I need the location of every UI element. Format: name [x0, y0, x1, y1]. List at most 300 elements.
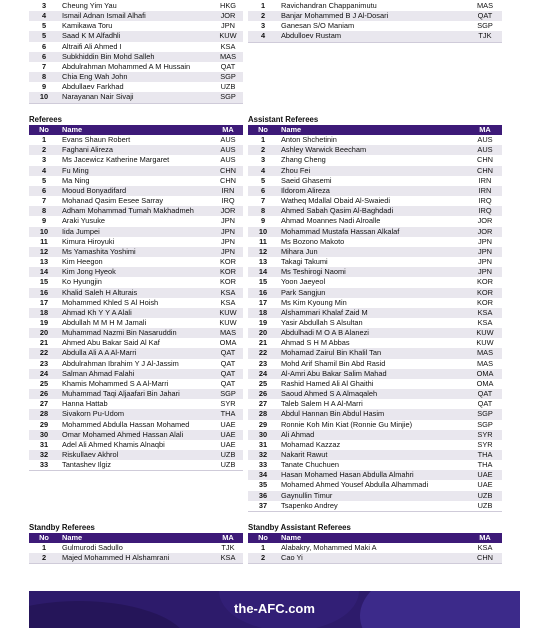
- row-number: 37: [248, 501, 278, 512]
- member-association: KSA: [213, 298, 243, 308]
- col-no: No: [29, 125, 59, 135]
- row-number: 25: [248, 379, 278, 389]
- official-name: Ahmad S H M Abbas: [278, 338, 468, 348]
- official-name: Ali Ahmad: [278, 430, 468, 440]
- table-row: [248, 409, 502, 419]
- row-number: 21: [29, 338, 59, 348]
- official-name: Muhammad Nazmi Bin Nasaruddin: [59, 328, 213, 338]
- table-row: [29, 72, 243, 82]
- row-number: 20: [248, 328, 278, 338]
- row-number: 33: [248, 460, 278, 470]
- afc-site-link[interactable]: the-AFC.com: [234, 601, 315, 616]
- table-row: [248, 155, 502, 165]
- member-association: SYR: [468, 430, 502, 440]
- table-row: [29, 318, 243, 328]
- table-row: [29, 543, 243, 553]
- official-name: Alabakry, Mohammed Maki A: [278, 543, 468, 553]
- row-number: 32: [29, 450, 59, 460]
- official-name: Sivakorn Pu-Udom: [59, 409, 213, 419]
- official-name: Zhou Fei: [278, 166, 468, 176]
- row-number: 4: [29, 11, 59, 21]
- table-row: [248, 21, 502, 31]
- row-number: 6: [29, 52, 59, 62]
- official-name: Kim Jong Hyeok: [59, 267, 213, 277]
- member-association: AUS: [213, 145, 243, 155]
- row-number: 22: [248, 348, 278, 358]
- row-number: 4: [248, 31, 278, 42]
- official-name: Kim Heegon: [59, 257, 213, 267]
- official-name: Ahmed Abu Bakar Said Al Kaf: [59, 338, 213, 348]
- official-name: Adel Ali Ahmed Khamis Alnaqbi: [59, 440, 213, 450]
- table-row: [248, 216, 502, 226]
- member-association: JPN: [213, 21, 243, 31]
- row-number: 1: [248, 1, 278, 11]
- row-number: 1: [248, 543, 278, 553]
- table-row: [248, 298, 502, 308]
- row-number: 15: [29, 277, 59, 287]
- official-name: Takagi Takumi: [278, 257, 468, 267]
- row-number: 1: [29, 543, 59, 553]
- official-name: Yoon Jaeyeol: [278, 277, 468, 287]
- top-right-table: [248, 1, 502, 43]
- row-number: 34: [248, 470, 278, 480]
- member-association: QAT: [468, 399, 502, 409]
- row-number: 30: [29, 430, 59, 440]
- row-number: 9: [29, 82, 59, 92]
- member-association: IRQ: [213, 196, 243, 206]
- table-row: [29, 379, 243, 389]
- col-ma: MA: [468, 533, 502, 543]
- official-name: Abdul Hannan Bin Abdul Hasim: [278, 409, 468, 419]
- row-number: 8: [248, 206, 278, 216]
- table-row: [248, 543, 502, 553]
- row-number: 3: [248, 21, 278, 31]
- member-association: UAE: [213, 440, 243, 450]
- assistant-referees-table: [248, 125, 502, 512]
- member-association: MAS: [468, 1, 502, 11]
- row-number: 2: [248, 553, 278, 564]
- row-number: 3: [248, 155, 278, 165]
- row-number: 8: [29, 72, 59, 82]
- row-number: 22: [29, 348, 59, 358]
- row-number: 23: [29, 359, 59, 369]
- referees-title: Referees: [29, 115, 62, 124]
- col-name: Name: [278, 125, 468, 135]
- table-row: [248, 491, 502, 501]
- footer-banner: [29, 591, 520, 628]
- table-row: [248, 399, 502, 409]
- table-row: [29, 277, 243, 287]
- row-number: 1: [248, 135, 278, 145]
- official-name: Adham Mohammad Tumah Makhadmeh: [59, 206, 213, 216]
- row-number: 2: [248, 145, 278, 155]
- member-association: JPN: [213, 216, 243, 226]
- col-no: No: [248, 125, 278, 135]
- table-row: [248, 501, 502, 512]
- row-number: 3: [29, 155, 59, 165]
- official-name: Tsapenko Andrey: [278, 501, 468, 512]
- official-name: Rashid Hamed Ali Al Ghaithi: [278, 379, 468, 389]
- member-association: UZB: [213, 450, 243, 460]
- member-association: JPN: [468, 267, 502, 277]
- official-name: Abdullaev Farkhad: [59, 82, 213, 92]
- row-number: 24: [248, 369, 278, 379]
- col-no: No: [248, 533, 278, 543]
- member-association: UZB: [468, 491, 502, 501]
- table-row: [248, 553, 502, 564]
- table-row: [29, 267, 243, 277]
- table-row: [29, 409, 243, 419]
- table-row: [248, 11, 502, 21]
- col-name: Name: [59, 125, 213, 135]
- official-name: Fu Ming: [59, 166, 213, 176]
- official-name: Kamikawa Toru: [59, 21, 213, 31]
- row-number: 9: [29, 216, 59, 226]
- member-association: QAT: [213, 348, 243, 358]
- table-row: [248, 389, 502, 399]
- table-row: [29, 62, 243, 72]
- row-number: 1: [29, 135, 59, 145]
- row-number: 11: [29, 237, 59, 247]
- table-row: [29, 298, 243, 308]
- table-row: [248, 318, 502, 328]
- member-association: SGP: [213, 92, 243, 103]
- official-name: Mohammed Abdulla Hassan Mohamed: [59, 420, 213, 430]
- member-association: CHN: [468, 553, 502, 564]
- member-association: KUW: [468, 328, 502, 338]
- member-association: UAE: [468, 470, 502, 480]
- table-row: [29, 186, 243, 196]
- official-name: Faghani Alireza: [59, 145, 213, 155]
- official-name: Ashley Warwick Beecham: [278, 145, 468, 155]
- table-row: [248, 206, 502, 216]
- official-name: Ronnie Koh Min Kiat (Ronnie Gu Minjie): [278, 420, 468, 430]
- table-row: [29, 92, 243, 103]
- official-name: Araki Yusuke: [59, 216, 213, 226]
- row-number: 36: [248, 491, 278, 501]
- member-association: KOR: [468, 288, 502, 298]
- official-name: Abdulrahman Ibrahim Y J Al-Jassim: [59, 359, 213, 369]
- official-name: Salman Ahmad Falahi: [59, 369, 213, 379]
- col-no: No: [29, 533, 59, 543]
- member-association: THA: [468, 460, 502, 470]
- row-number: 6: [29, 186, 59, 196]
- member-association: KSA: [213, 42, 243, 52]
- official-name: Mohamad Kazzaz: [278, 440, 468, 450]
- row-number: 16: [29, 288, 59, 298]
- member-association: AUS: [213, 155, 243, 165]
- member-association: SGP: [468, 420, 502, 430]
- official-name: Khamis Mohammed S A Al-Marri: [59, 379, 213, 389]
- member-association: JPN: [213, 237, 243, 247]
- table-row: [29, 206, 243, 216]
- member-association: QAT: [213, 379, 243, 389]
- official-name: Ravichandran Chappanimutu: [278, 1, 468, 11]
- row-number: 4: [248, 166, 278, 176]
- row-number: 29: [248, 420, 278, 430]
- official-name: Mohamed Ahmed Yousef Abdulla Alhammadi: [278, 480, 468, 490]
- official-name: Mohammed Khled S Al Hoish: [59, 298, 213, 308]
- referees-table: [29, 125, 243, 471]
- table-row: [248, 145, 502, 155]
- table-row: [29, 308, 243, 318]
- row-number: 24: [29, 369, 59, 379]
- official-name: Al-Amri Abu Bakar Salim Mahad: [278, 369, 468, 379]
- official-name: Omar Mohamed Ahmed Hassan Alali: [59, 430, 213, 440]
- member-association: MAS: [468, 348, 502, 358]
- member-association: JOR: [213, 11, 243, 21]
- row-number: 4: [29, 166, 59, 176]
- row-number: 9: [248, 216, 278, 226]
- table-row: [29, 440, 243, 450]
- table-row: [29, 348, 243, 358]
- member-association: IRN: [213, 186, 243, 196]
- official-name: Abdulloev Rustam: [278, 31, 468, 42]
- member-association: TJK: [468, 31, 502, 42]
- col-name: Name: [278, 533, 468, 543]
- official-name: Cheung Yim Yau: [59, 1, 213, 11]
- member-association: CHN: [213, 166, 243, 176]
- member-association: SGP: [213, 389, 243, 399]
- table-row: [248, 369, 502, 379]
- table-row: [29, 227, 243, 237]
- official-name: Ahmad Kh Y Y A Alali: [59, 308, 213, 318]
- member-association: IRN: [468, 186, 502, 196]
- official-name: Ms Teshirogi Naomi: [278, 267, 468, 277]
- table-row: [29, 288, 243, 298]
- official-name: Yasir Abdullah S Alsultan: [278, 318, 468, 328]
- official-name: Banjar Mohammed B J Al-Dosari: [278, 11, 468, 21]
- member-association: OMA: [468, 369, 502, 379]
- table-row: [248, 257, 502, 267]
- table-row: [29, 553, 243, 564]
- member-association: KSA: [468, 308, 502, 318]
- table-row: [29, 338, 243, 348]
- official-name: Saeid Ghasemi: [278, 176, 468, 186]
- table-row: [29, 420, 243, 430]
- table-row: [248, 450, 502, 460]
- member-association: MAS: [468, 359, 502, 369]
- member-association: JOR: [468, 216, 502, 226]
- row-number: 14: [248, 267, 278, 277]
- row-number: 25: [29, 379, 59, 389]
- official-name: Subkhiddin Bin Mohd Salleh: [59, 52, 213, 62]
- table-row: [248, 135, 502, 145]
- official-name: Mooud Bonyadifard: [59, 186, 213, 196]
- official-name: Mohammad Mustafa Hassan Alkalaf: [278, 227, 468, 237]
- official-name: Ma Ning: [59, 176, 213, 186]
- table-row: [29, 82, 243, 92]
- standby-assistant-referees-title: Standby Assistant Referees: [248, 523, 351, 532]
- member-association: KUW: [213, 31, 243, 41]
- official-name: Ms Yamashita Yoshimi: [59, 247, 213, 257]
- official-name: Ahmed Sabah Qasim Al-Baghdadi: [278, 206, 468, 216]
- row-number: 26: [248, 389, 278, 399]
- row-number: 28: [248, 409, 278, 419]
- table-row: [248, 31, 502, 42]
- table-row: [29, 166, 243, 176]
- row-number: 21: [248, 338, 278, 348]
- official-name: Hasan Mohamed Hasan Abdulla Almahri: [278, 470, 468, 480]
- member-association: AUS: [468, 145, 502, 155]
- official-name: Ms Jacewicz Katherine Margaret: [59, 155, 213, 165]
- table-row: [248, 470, 502, 480]
- member-association: IRQ: [468, 196, 502, 206]
- official-name: Altraifi Ali Ahmed I: [59, 42, 213, 52]
- member-association: OMA: [213, 338, 243, 348]
- table-row: [29, 430, 243, 440]
- official-name: Abdulla Ali A A Al-Marri: [59, 348, 213, 358]
- member-association: SYR: [213, 399, 243, 409]
- table-row: [29, 369, 243, 379]
- official-name: Mohamad Zairul Bin Khalil Tan: [278, 348, 468, 358]
- official-name: Ms Kim Kyoung Min: [278, 298, 468, 308]
- row-number: 29: [29, 420, 59, 430]
- member-association: QAT: [213, 359, 243, 369]
- official-name: Mihara Jun: [278, 247, 468, 257]
- official-name: Ms Bozono Makoto: [278, 237, 468, 247]
- row-number: 5: [248, 176, 278, 186]
- official-name: Taleb Salem H A Al-Marri: [278, 399, 468, 409]
- row-number: 19: [248, 318, 278, 328]
- table-row: [248, 480, 502, 490]
- member-association: QAT: [468, 389, 502, 399]
- official-name: Mohd Arif Shamil Bin Abd Rasid: [278, 359, 468, 369]
- member-association: IRQ: [468, 206, 502, 216]
- row-number: 17: [29, 298, 59, 308]
- row-number: 30: [248, 430, 278, 440]
- member-association: KSA: [468, 543, 502, 553]
- table-row: [29, 11, 243, 21]
- member-association: SYR: [468, 440, 502, 450]
- table-row: [248, 166, 502, 176]
- member-association: SGP: [468, 21, 502, 31]
- table-row: [29, 31, 243, 41]
- col-ma: MA: [468, 125, 502, 135]
- table-row: [29, 155, 243, 165]
- table-row: [248, 237, 502, 247]
- row-number: 27: [29, 399, 59, 409]
- table-row: [248, 308, 502, 318]
- table-row: [248, 338, 502, 348]
- official-name: Anton Shchetinin: [278, 135, 468, 145]
- member-association: KOR: [468, 298, 502, 308]
- official-name: Saad K M Alfadhli: [59, 31, 213, 41]
- member-association: MAS: [213, 52, 243, 62]
- member-association: QAT: [213, 62, 243, 72]
- col-ma: MA: [213, 125, 243, 135]
- table-row: [29, 135, 243, 145]
- official-name: Ganesan S/O Maniam: [278, 21, 468, 31]
- row-number: 6: [248, 186, 278, 196]
- row-number: 12: [248, 247, 278, 257]
- member-association: KOR: [468, 277, 502, 287]
- official-name: Narayanan Nair Sivaji: [59, 92, 213, 103]
- table-row: [248, 1, 502, 11]
- row-number: 2: [29, 553, 59, 564]
- table-row: [248, 247, 502, 257]
- table-row: [29, 21, 243, 31]
- official-name: Evans Shaun Robert: [59, 135, 213, 145]
- row-number: 31: [29, 440, 59, 450]
- official-name: Chia Eng Wah John: [59, 72, 213, 82]
- standby-assistant-referees-table: [248, 533, 502, 564]
- member-association: SGP: [468, 409, 502, 419]
- member-association: JPN: [213, 227, 243, 237]
- row-number: 5: [29, 176, 59, 186]
- member-association: KSA: [468, 318, 502, 328]
- row-number: 7: [248, 196, 278, 206]
- member-association: OMA: [468, 379, 502, 389]
- table-row: [248, 267, 502, 277]
- row-number: 19: [29, 318, 59, 328]
- member-association: UAE: [468, 480, 502, 490]
- member-association: KOR: [213, 277, 243, 287]
- official-name: Abdullah M M H M Jamali: [59, 318, 213, 328]
- official-name: Ismail Adnan Ismail Alhafi: [59, 11, 213, 21]
- standby-referees-title: Standby Referees: [29, 523, 95, 532]
- official-name: Gaynullin Timur: [278, 491, 468, 501]
- row-number: 7: [29, 196, 59, 206]
- col-ma: MA: [213, 533, 243, 543]
- member-association: JOR: [213, 206, 243, 216]
- row-number: 35: [248, 480, 278, 490]
- official-name: Hanna Hattab: [59, 399, 213, 409]
- member-association: KSA: [213, 288, 243, 298]
- member-association: QAT: [213, 369, 243, 379]
- official-name: Ahmad Moannes Nadi Alroalle: [278, 216, 468, 226]
- table-row: [29, 237, 243, 247]
- row-number: 3: [29, 1, 59, 11]
- table-row: [29, 247, 243, 257]
- member-association: KSA: [213, 553, 243, 564]
- member-association: KUW: [213, 318, 243, 328]
- official-name: Saoud Ahmed S A Almaqaleh: [278, 389, 468, 399]
- official-name: Zhang Cheng: [278, 155, 468, 165]
- row-number: 10: [248, 227, 278, 237]
- table-row: [248, 359, 502, 369]
- member-association: JPN: [213, 247, 243, 257]
- table-row: [248, 186, 502, 196]
- row-number: 17: [248, 298, 278, 308]
- official-name: Tantashev Ilgiz: [59, 460, 213, 471]
- member-association: CHN: [468, 166, 502, 176]
- member-association: TJK: [213, 543, 243, 553]
- table-row: [29, 52, 243, 62]
- member-association: KOR: [213, 267, 243, 277]
- row-number: 6: [29, 42, 59, 52]
- member-association: CHN: [468, 155, 502, 165]
- official-name: Abdulrahman Mohammed A M Hussain: [59, 62, 213, 72]
- table-row: [29, 176, 243, 186]
- standby-referees-table: [29, 533, 243, 564]
- official-name: Park Sangjun: [278, 288, 468, 298]
- table-row: [29, 257, 243, 267]
- member-association: UZB: [468, 501, 502, 512]
- table-row: [29, 389, 243, 399]
- row-number: 15: [248, 277, 278, 287]
- table-row: [29, 359, 243, 369]
- table-row: [248, 379, 502, 389]
- table-row: [248, 288, 502, 298]
- official-name: Alshammari Khalaf Zaid M: [278, 308, 468, 318]
- row-number: 14: [29, 267, 59, 277]
- member-association: THA: [468, 450, 502, 460]
- row-number: 2: [248, 11, 278, 21]
- row-number: 13: [29, 257, 59, 267]
- row-number: 32: [248, 450, 278, 460]
- official-name: Muhammad Taqi Aljaafari Bin Jahari: [59, 389, 213, 399]
